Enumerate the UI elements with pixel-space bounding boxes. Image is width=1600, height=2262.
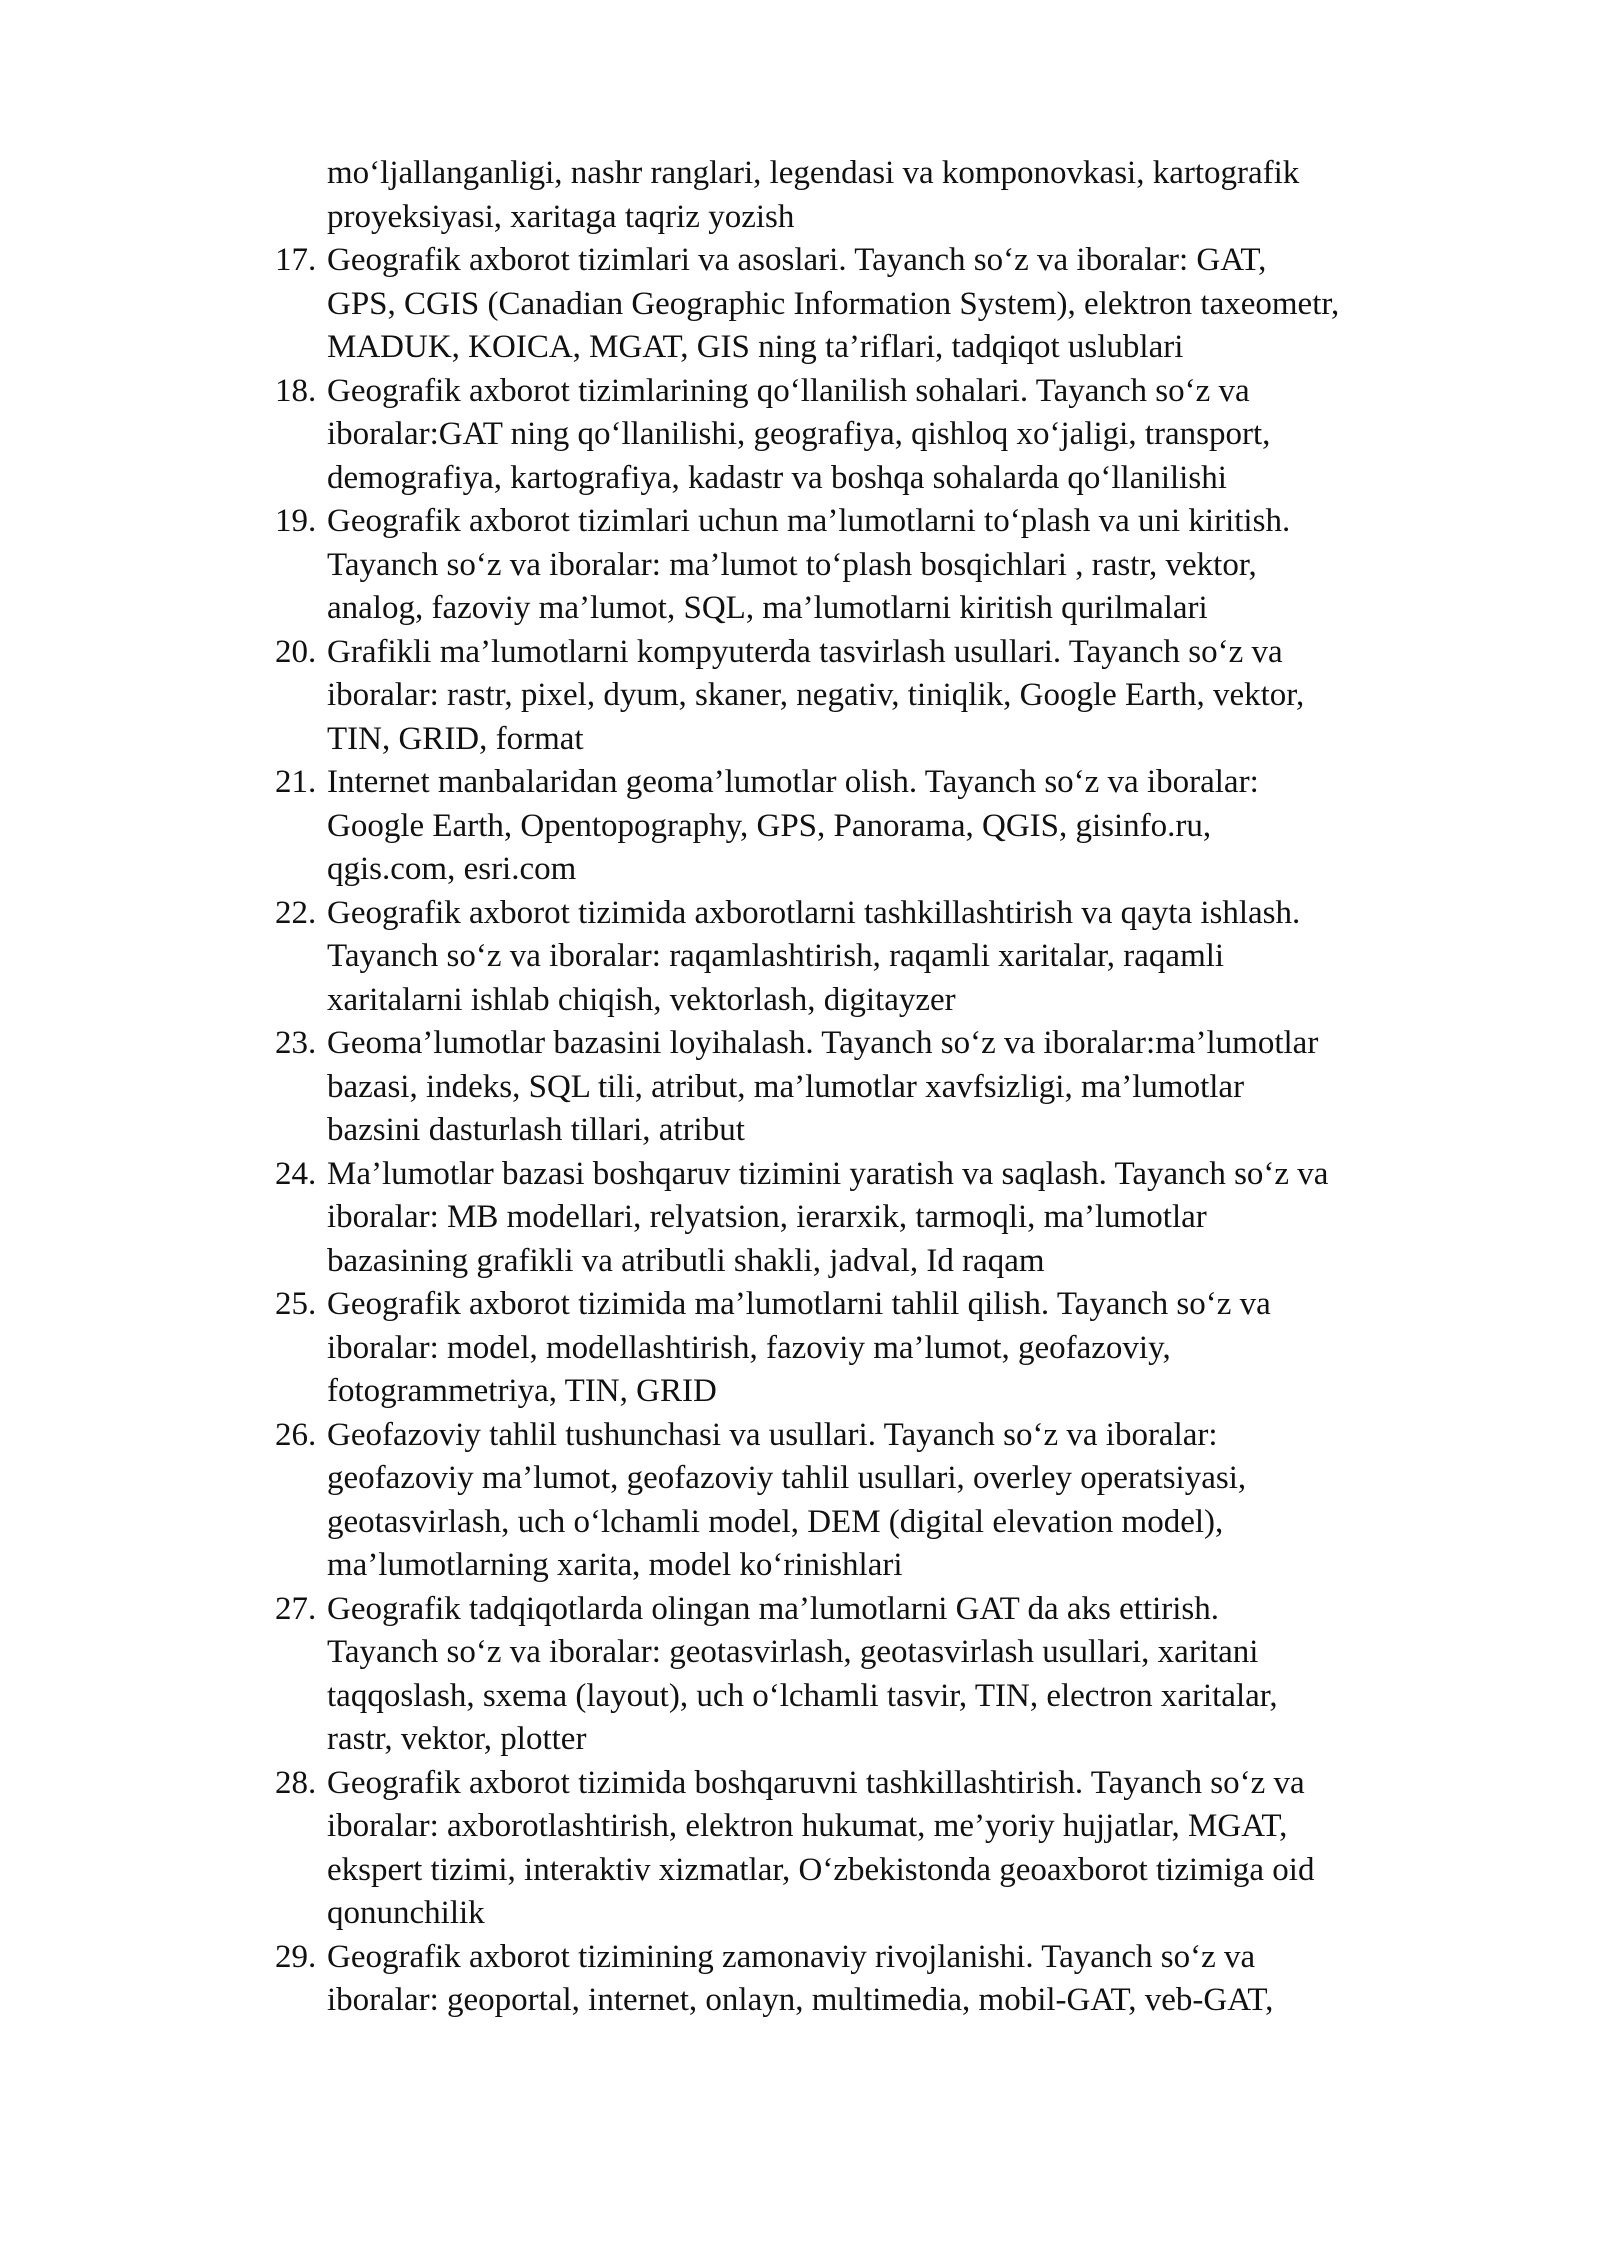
list-item-number: 24. [275,1155,317,1192]
list-item-line: bazsini dasturlash tillari, atribut [327,1112,745,1148]
list-item-number: 20. [275,633,317,670]
list-item-line: Geografik axborot tizimida ma’lumotlarni tahlil qilish. Tayanch so‘z va [327,1286,1271,1322]
list-item-number: 23. [275,1025,317,1061]
list-item-line: analog, fazoviy ma’lumot, SQL, ma’lumotlarni kiritish qurilmalari [327,590,1208,626]
list-item-line: Geoma’lumotlar bazasini loyihalash. Tayanch so‘z va iboralar:ma’lumotlar [327,1025,1319,1061]
list-item-line: Geofazoviy tahlil tushunchasi va usullari. Tayanch so‘z va iboralar: [327,1416,1218,1453]
list-item-line: Geografik axborot tizimida axborotlarni tashkillashtirish va qayta ishlash. [327,894,1301,931]
list-item-line: Geografik axborot tizimida boshqaruvni tashkillashtirish. Tayanch so‘z va [327,1764,1305,1801]
list-item-line: Tayanch so‘z va iboralar: ma’lumot to‘plash bosqichlari , rastr, vektor, [327,546,1257,583]
list-item-line: bazasi, indeks, SQL tili, atribut, ma’lumotlar xavfsizligi, ma’lumotlar [327,1068,1245,1105]
list-item-line: demografiya, kartografiya, kadastr va boshqa sohalarda qo‘llanilishi [327,459,1227,496]
list-item-20 [275,631,1507,762]
list-item-line: ekspert tizimi, interaktiv xizmatlar, O‘zbekistonda geoaxborot tizimiga oid [327,1851,1315,1888]
list-item-line: Internet manbalaridan geoma’lumotlar olish. Tayanch so‘z va iboralar: [327,764,1259,800]
list-item-line: Ma’lumotlar bazasi boshqaruv tizimini yaratish va saqlash. Tayanch so‘z va [327,1155,1329,1192]
list-item-line: Tayanch so‘z va iboralar: geotasvirlash, geotasvirlash usullari, xaritani [327,1634,1259,1670]
list-item-19 [275,500,1507,631]
list-item-line: TIN, GRID, format [327,720,584,757]
list-item-number: 26. [275,1416,317,1453]
list-item-line: ma’lumotlarning xarita, model ko‘rinishlari [327,1547,903,1583]
list-item-line: MADUK, KOICA, MGAT, GIS ning ta’riflari, tadqiqot uslublari [327,329,1184,365]
list-item-number: 19. [275,503,317,539]
list-item-line: iboralar: geoportal, internet, onlayn, multimedia, mobil-GAT, veb-GAT, [327,1982,1274,2018]
list-item-line: iboralar: model, modellashtirish, fazoviy ma’lumot, geofazoviy, [327,1329,1171,1366]
list-item-28 [275,1762,1507,1936]
list-item-line: geofazoviy ma’lumot, geofazoviy tahlil usullari, overley operatsiyasi, [327,1460,1247,1496]
list-item-25 [275,1283,1507,1414]
list-item-line: fotogrammetriya, TIN, GRID [327,1373,717,1409]
list-item-number: 29. [275,1938,317,1975]
list-item-29 [275,1936,1507,2023]
list-item-line: Grafikli ma’lumotlarni kompyuterda tasvirlash usullari. Tayanch so‘z va [327,633,1283,670]
list-item-18 [275,370,1507,501]
list-item-26 [275,1414,1507,1588]
list-item-number: 22. [275,894,317,931]
list-item-line: xaritalarni ishlab chiqish, vektorlash, digitayzer [327,981,956,1018]
list-item-line: bazasining grafikli va atributli shakli, jadval, Id raqam [327,1242,1045,1279]
list-item-line: rastr, vektor, plotter [327,1721,587,1757]
list-item-line: iboralar: axborotlashtirish, elektron hukumat, me’yoriy hujjatlar, MGAT, [327,1808,1288,1844]
list-item-number: 27. [275,1590,317,1627]
list-item-22 [275,892,1507,1023]
list-item-number: 17. [275,242,317,278]
list-item-line: Geografik tadqiqotlarda olingan ma’lumotlarni GAT da aks ettirish. [327,1590,1219,1627]
list-item-line: Geografik axborot tizimlarining qo‘llanilish sohalari. Tayanch so‘z va [327,372,1250,409]
list-item-23 [275,1022,1507,1153]
list-item-line: mo‘ljallanganligi, nashr ranglari, legendasi va komponovkasi, kartografik [327,155,1300,191]
list-item-number: 25. [275,1286,317,1322]
list-item-line: qgis.com, esri.com [327,851,577,887]
list-item-line: taqqoslash, sxema (layout), uch o‘lchamli tasvir, TIN, electron xaritalar, [327,1677,1278,1714]
list-item-line: proyeksiyasi, xaritaga taqriz yozish [327,198,795,235]
list-item-line: iboralar:GAT ning qo‘llanilishi, geografiya, qishloq xo‘jaligi, transport, [327,416,1271,452]
list-item-number: 18. [275,372,317,409]
list-item-21 [275,761,1507,892]
list-item-27 [275,1588,1507,1762]
list-item-line: Google Earth, Opentopography, GPS, Panorama, QGIS, gisinfo.ru, [327,807,1212,844]
list-item-line: qonunchilik [327,1895,485,1931]
list-item-24 [275,1153,1507,1284]
list-item-line: geotasvirlash, uch o‘lchamli model, DEM (digital elevation model), [327,1503,1224,1540]
topic-list [275,152,1507,2023]
list-item-number: 28. [275,1764,317,1801]
list-item-line: Geografik axborot tizimlari uchun ma’lumotlarni to‘plash va uni kiritish. [327,503,1291,539]
list-item-line: iboralar: MB modellari, relyatsion, ierarxik, tarmoqli, ma’lumotlar [327,1199,1207,1235]
list-item-number: 21. [275,764,317,800]
list-item-line: iboralar: rastr, pixel, dyum, skaner, negativ, tiniqlik, Google Earth, vektor, [327,677,1305,713]
list-item-line: Tayanch so‘z va iboralar: raqamlashtirish, raqamli xaritalar, raqamli [327,938,1225,974]
list-item-continuation [327,152,1507,239]
list-item-line: Geografik axborot tizimlari va asoslari. Tayanch so‘z va iboralar: GAT, [327,242,1267,278]
list-item-line: Geografik axborot tizimining zamonaviy rivojlanishi. Tayanch so‘z va [327,1938,1256,1975]
list-item-line: GPS, CGIS (Canadian Geographic Information System), elektron taxeometr, [327,285,1340,322]
list-item-17 [275,239,1507,370]
